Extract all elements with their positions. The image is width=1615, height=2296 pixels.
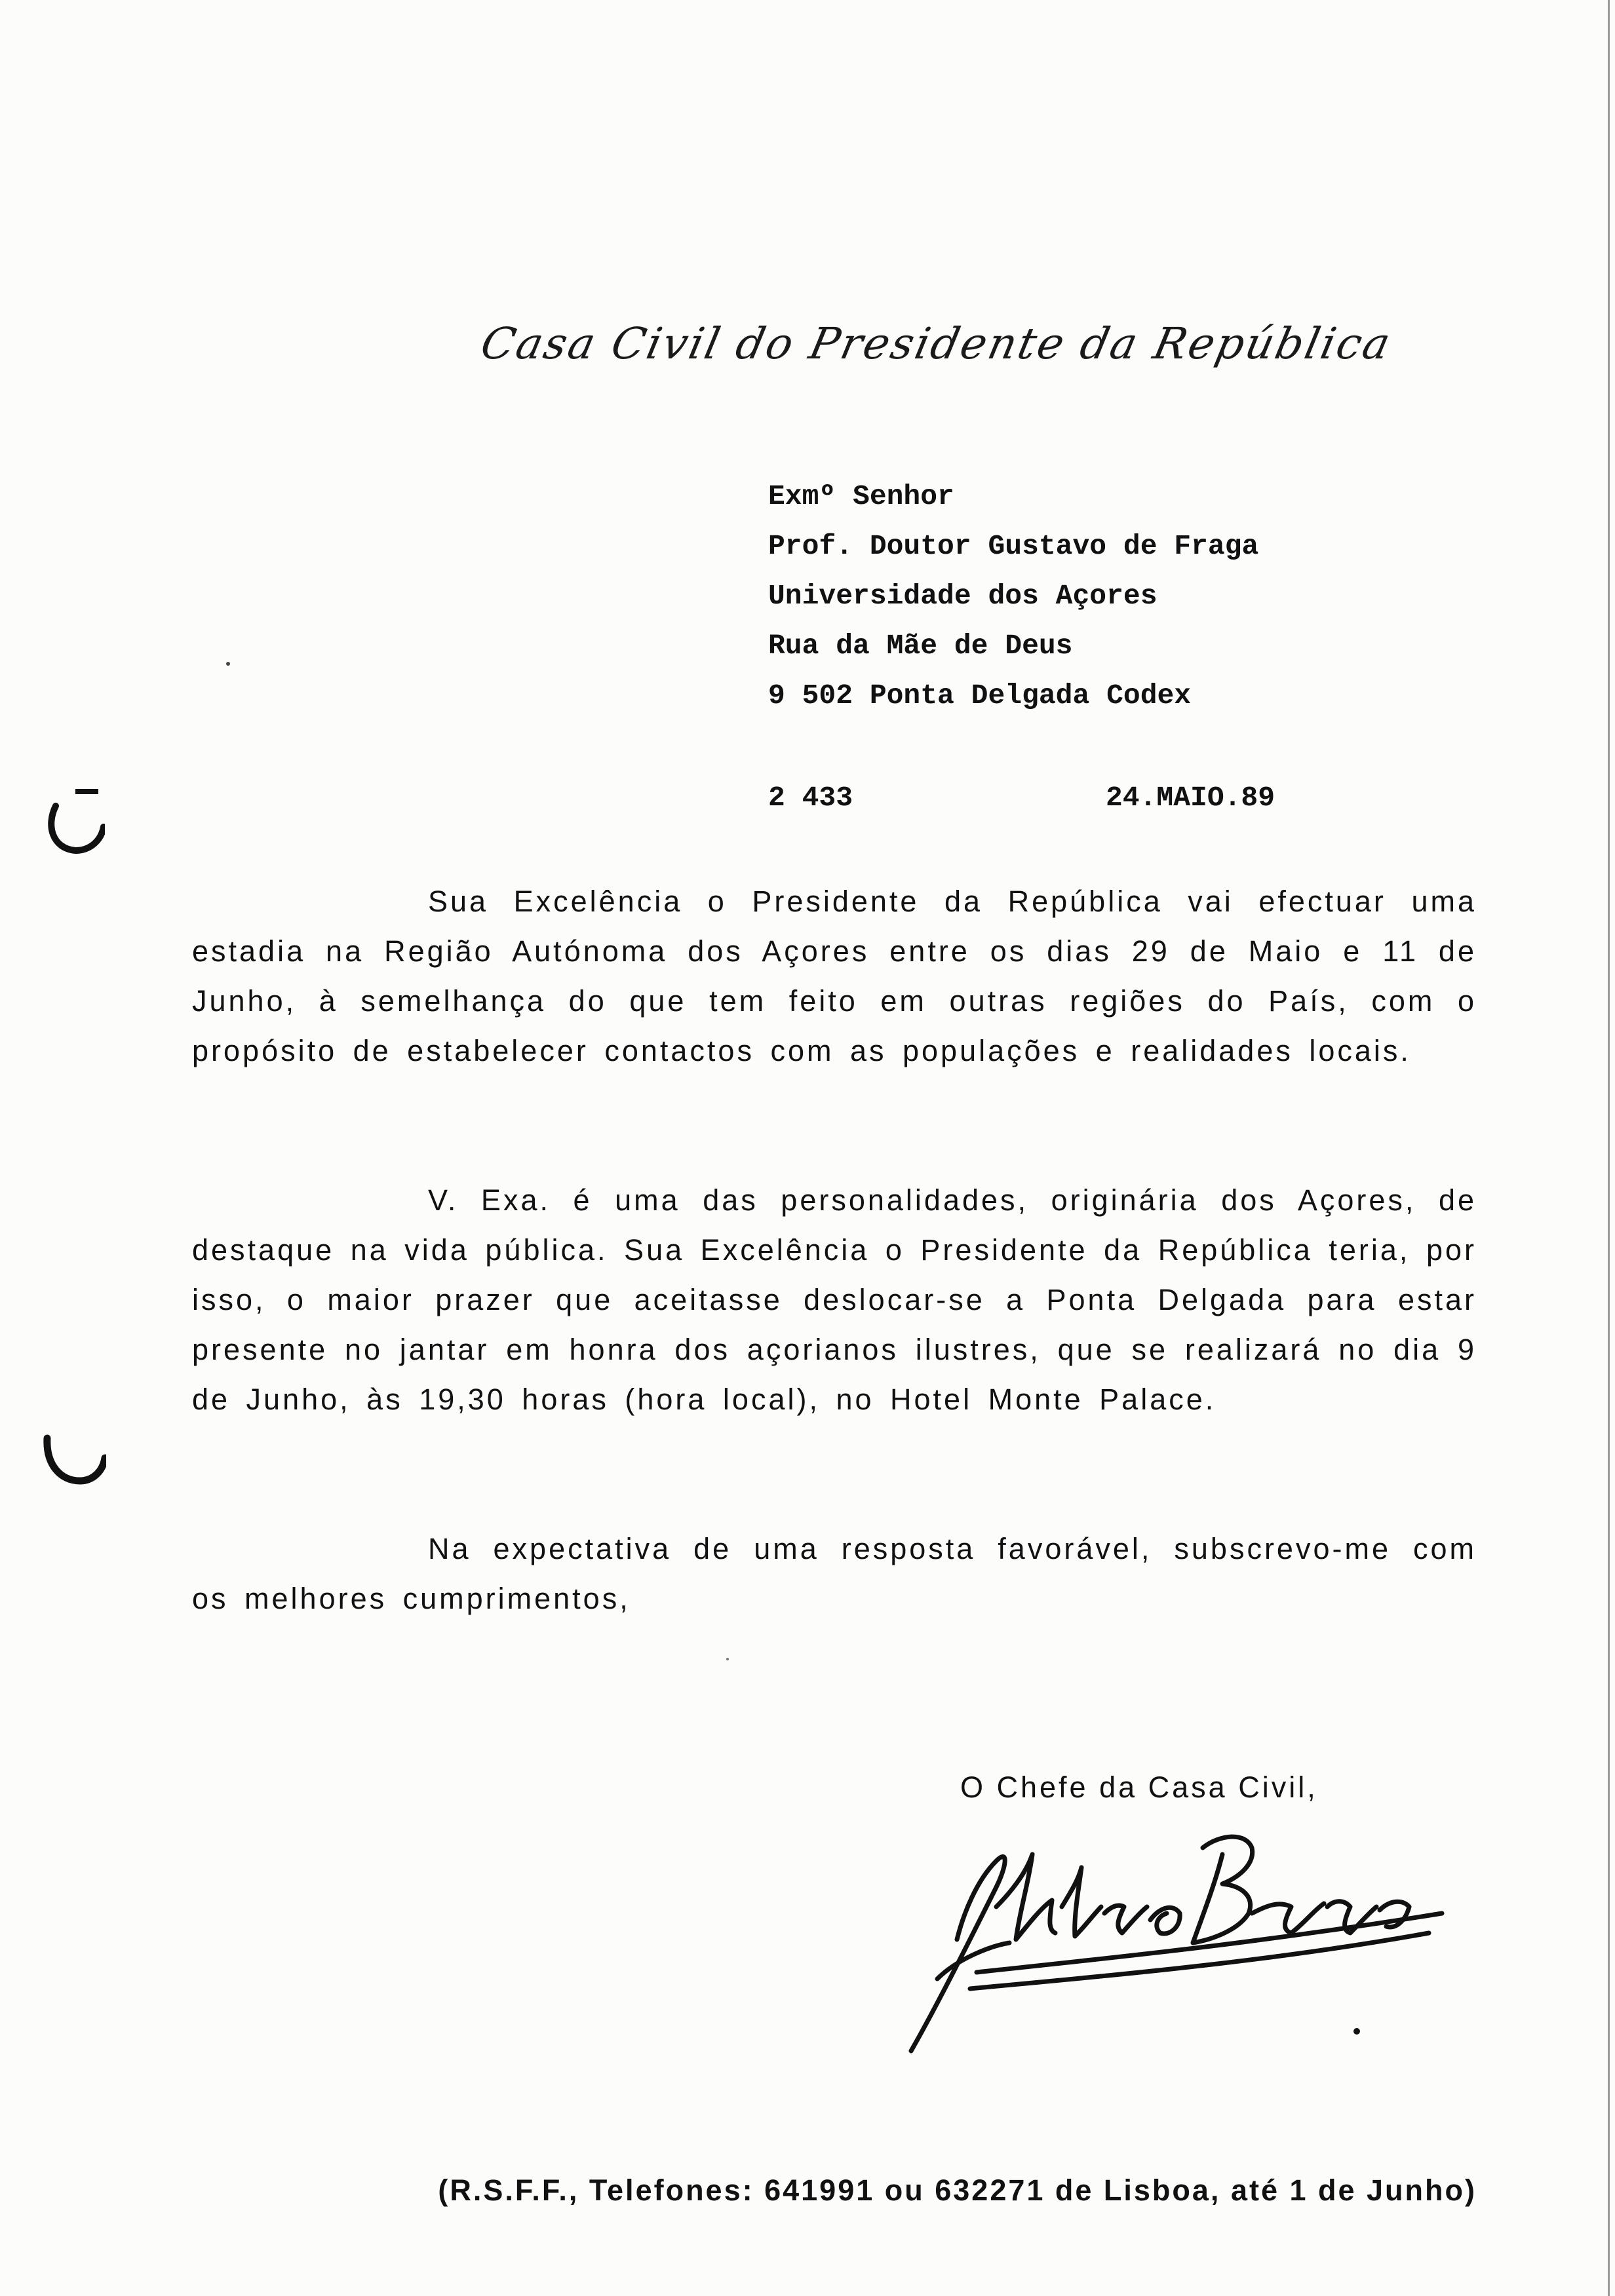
- scan-edge-line: [1608, 0, 1610, 2296]
- recipient-street: Rua da Mãe de Deus: [768, 630, 1073, 662]
- footer-note: (R.S.F.F., Telefones: 641991 ou 632271 de Lisboa, até 1 de Junho): [438, 2173, 1477, 2207]
- reference-number: 2 433: [768, 782, 853, 814]
- recipient-city: 9 502 Ponta Delgada Codex: [768, 679, 1192, 712]
- punch-hole-mark-top: [39, 786, 105, 858]
- scan-speck: [226, 662, 230, 666]
- body-paragraph-1: Sua Excelência o Presidente da República vai efectuar uma estadia na Região Autónoma dos Açores entre os dias 29 de Maio e 11 de Junho, à semelhança do que tem feito em outras regiões do País, com o propósito de estabelecer contactos com as populações e realidades locais.: [192, 885, 1477, 1067]
- scan-speck: [726, 1658, 729, 1660]
- letterhead: Casa Civil do Presidente da República: [476, 318, 1397, 369]
- recipient-institution: Universidade dos Açores: [768, 580, 1158, 612]
- body-paragraph-3: Na expectativa de uma resposta favorável, subscrevo-me com os melhores cumprimentos,: [192, 1532, 1477, 1615]
- recipient-name: Prof. Doutor Gustavo de Fraga: [768, 530, 1259, 562]
- closing-title: O Chefe da Casa Civil,: [960, 1770, 1318, 1804]
- recipient-salutation: Exmº Senhor: [768, 480, 954, 512]
- handwritten-signature: [898, 1808, 1455, 2057]
- body-paragraph-2: V. Exa. é uma das personalidades, originária dos Açores, de destaque na vida pública. Sua Excelência o Presidente da República teria, por isso, o maior prazer que aceitasse deslocar-se a Ponta Delgada para estar presente no jantar em honra dos açorianos ilustres, que se realizará no dia 9 de Junho, às 19,30 horas (hora local), no Hotel Monte Palace.: [192, 1183, 1477, 1416]
- reference-line: [768, 773, 1306, 823]
- punch-hole-mark-bottom: [41, 1432, 106, 1491]
- letter-date: 24.MAIO.89: [1106, 782, 1275, 814]
